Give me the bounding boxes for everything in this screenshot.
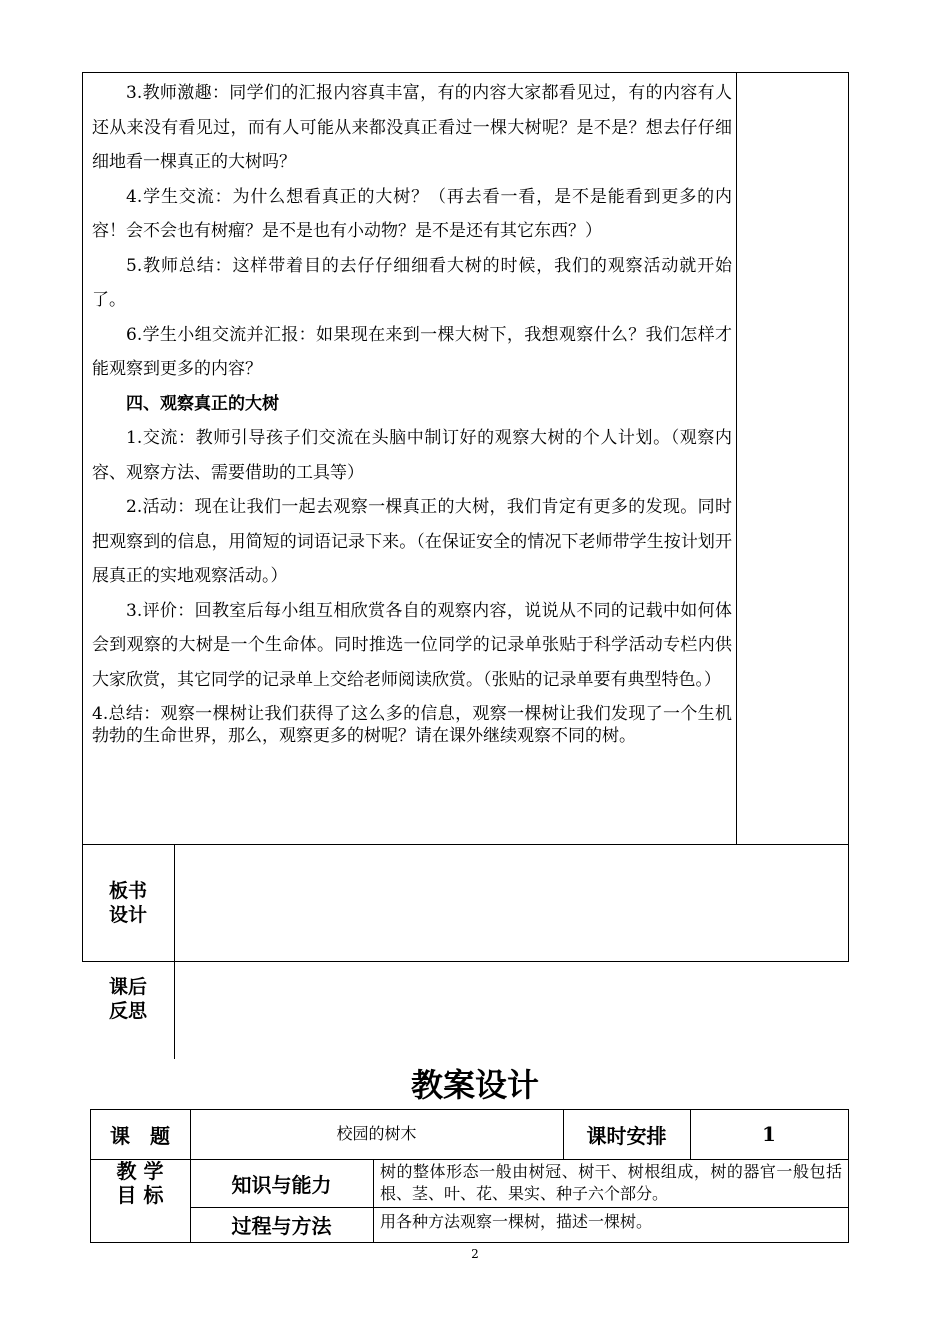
section-heading: 四、观察真正的大树 <box>126 393 279 414</box>
row-divider <box>82 961 849 962</box>
hours-value: 1 <box>762 1122 776 1146</box>
board-design-label: 板书 设计 <box>108 880 147 926</box>
paragraph: 1.交流：教师引导孩子们交流在头脑中制订好的观察大树的个人计划。（观察内容、观察方法、需要借助的工具等） <box>92 428 732 483</box>
col-divider <box>373 1159 374 1243</box>
process-value: 用各种方法观察一棵树，描述一棵树。 <box>380 1212 653 1231</box>
page-title: 教案设计 <box>410 1066 539 1104</box>
hours-label: 课时安排 <box>586 1123 667 1148</box>
paragraph: 3.教师激趣：同学们的汇报内容真丰富，有的内容大家都看见过，有的内容有人还从来没有看见过，而有人可能从来都没真正看过一棵大树呢？是不是？想去仔仔细细地看一棵真正的大树吗？ <box>92 83 732 172</box>
paragraph: 4.总结：观察一棵树让我们获得了这么多的信息，观察一棵树让我们发现了一个生机勃勃的生命世界，那么，观察更多的树呢？请在课外继续观察不同的树。 <box>92 704 732 746</box>
goals-label: 教 学 目 标 <box>116 1159 164 1207</box>
knowledge-value: 树的整体形态一般由树冠、树干、树根组成，树的器官一般包括根、茎、叶、花、果实、种子六个部分。 <box>380 1162 842 1203</box>
process-label: 过程与方法 <box>231 1214 332 1238</box>
table-border-bottom <box>90 1242 849 1243</box>
label-col-divider <box>174 844 175 1059</box>
table-border-right <box>848 1109 849 1243</box>
knowledge-label: 知识与能力 <box>231 1172 332 1197</box>
paragraph: 3.评价：回教室后每小组互相欣赏各自的观察内容，说说从不同的记载中如何体会到观察的大树是一个生命体。同时推选一位同学的记录单张贴于科学活动专栏内供大家欣赏，其它同学的记录单上交给老师阅读欣赏。（张贴的记录单要有典型特色。） <box>92 600 732 690</box>
topic-value: 校园的树木 <box>336 1124 417 1143</box>
paragraph: 4.学生交流：为什么想看真正的大树？（再去看一看，是不是能看到更多的内容！会不会也有树瘤？是不是也有小动物？是不是还有其它东西？） <box>92 186 732 241</box>
plan-table <box>90 1109 849 1243</box>
paragraph: 6.学生小组交流并汇报：如果现在来到一棵大树下，我想观察什么？我们怎样才能观察到更多的内容？ <box>92 324 732 379</box>
table-border-left-upper <box>82 72 83 844</box>
table-border-right <box>848 72 849 962</box>
topic-label: 课 题 <box>110 1123 170 1148</box>
lesson-content <box>92 76 732 747</box>
reflection-label: 课后 反思 <box>108 976 147 1022</box>
page-number: 2 <box>471 1247 479 1261</box>
table-border-top <box>82 72 849 73</box>
paragraph: 5.教师总结：这样带着目的去仔仔细细看大树的时候，我们的观察活动就开始了。 <box>92 255 732 310</box>
row-divider <box>82 844 849 845</box>
table-border-right-col <box>736 72 737 844</box>
paragraph: 2.活动：现在让我们一起去观察一棵真正的大树，我们肯定有更多的发现。同时把观察到的信息，用简短的词语记录下来。（在保证安全的情况下老师带学生按计划开展真正的实地观察活动。） <box>92 497 732 586</box>
